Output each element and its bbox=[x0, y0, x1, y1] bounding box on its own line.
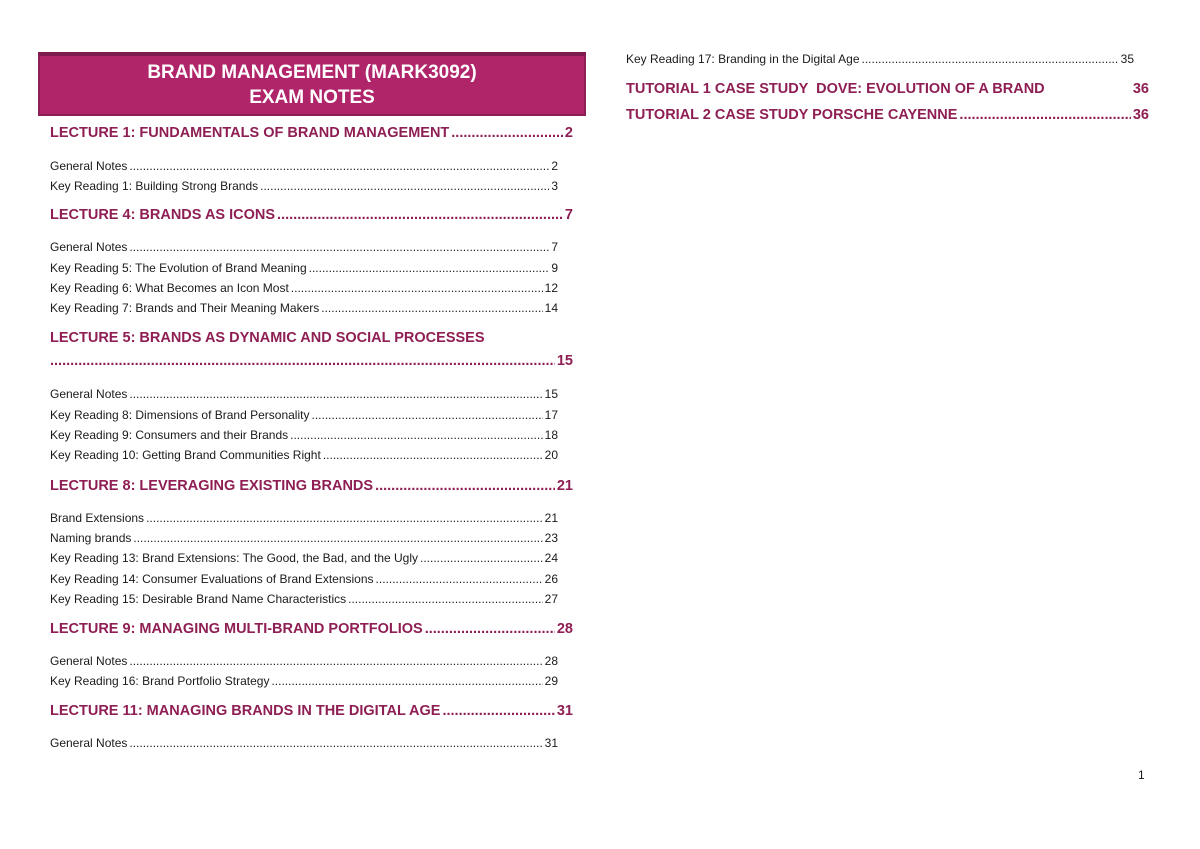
toc-entry[interactable]: Key Reading 17: Branding in the Digital Age ..... 35 bbox=[626, 52, 1134, 68]
toc-heading-lecture-1[interactable]: LECTURE 1: FUNDAMENTALS OF BRAND MANAGEMENT ..... 2 bbox=[50, 125, 573, 145]
toc-entry[interactable]: Key Reading 1: Building Strong Brands ..... 3 bbox=[50, 179, 558, 195]
toc-heading-lecture-8[interactable]: LECTURE 8: LEVERAGING EXISTING BRANDS ..... 21 bbox=[50, 478, 573, 498]
toc-entry[interactable]: Key Reading 7: Brands and Their Meaning Makers ..... 14 bbox=[50, 301, 558, 317]
page-number: 1 bbox=[1138, 768, 1145, 782]
toc-entry[interactable]: General Notes ..... 28 bbox=[50, 654, 558, 670]
toc-entry[interactable]: General Notes ..... 31 bbox=[50, 736, 558, 752]
toc-entry[interactable]: General Notes ..... 2 bbox=[50, 159, 558, 175]
toc-heading-lecture-4[interactable]: LECTURE 4: BRANDS AS ICONS ..... 7 bbox=[50, 207, 573, 227]
toc-entry[interactable]: Naming brands ..... 23 bbox=[50, 531, 558, 547]
toc-entry[interactable]: Key Reading 9: Consumers and their Brands ..... 18 bbox=[50, 428, 558, 444]
toc-entry[interactable]: General Notes ..... 15 bbox=[50, 387, 558, 403]
toc-entry[interactable]: General Notes ..... 7 bbox=[50, 240, 558, 256]
toc-entry[interactable]: Key Reading 14: Consumer Evaluations of Brand Extensions ..... 26 bbox=[50, 572, 558, 588]
toc-heading-page: 15 bbox=[556, 353, 573, 369]
toc-entry[interactable]: Key Reading 13: Brand Extensions: The Good, the Bad, and the Ugly ..... 24 bbox=[50, 551, 558, 567]
toc-heading-lecture-5[interactable] bbox=[50, 330, 573, 373]
toc-entry[interactable]: Brand Extensions ..... 21 bbox=[50, 511, 558, 527]
toc-entry[interactable]: Key Reading 5: The Evolution of Brand Meaning ..... 9 bbox=[50, 261, 558, 277]
toc-heading-lecture-11[interactable]: LECTURE 11: MANAGING BRANDS IN THE DIGITAL AGE ..... 31 bbox=[50, 703, 573, 723]
toc-heading-tutorial-2[interactable]: TUTORIAL 2 CASE STUDY PORSCHE CAYENNE ..... 36 bbox=[626, 107, 1149, 127]
document-title-line1: BRAND MANAGEMENT (MARK3092) bbox=[147, 62, 477, 83]
document-title-line2: EXAM NOTES bbox=[249, 87, 375, 108]
toc-entry[interactable]: Key Reading 15: Desirable Brand Name Characteristics ..... 27 bbox=[50, 592, 558, 608]
toc-entry[interactable]: Key Reading 10: Getting Brand Communities Right ..... 20 bbox=[50, 448, 558, 464]
toc-entry[interactable]: Key Reading 8: Dimensions of Brand Personality ..... 17 bbox=[50, 408, 558, 424]
toc-heading-tutorial-1[interactable]: TUTORIAL 1 CASE STUDY DOVE: EVOLUTION OF A BRAND 36 bbox=[626, 81, 1149, 97]
toc-heading-label: LECTURE 5: BRANDS AS DYNAMIC AND SOCIAL PROCESSES bbox=[50, 330, 485, 346]
document-title-banner bbox=[38, 52, 586, 116]
toc-entry[interactable]: Key Reading 6: What Becomes an Icon Most ..... 12 bbox=[50, 281, 558, 297]
toc-entry[interactable]: Key Reading 16: Brand Portfolio Strategy ..... 29 bbox=[50, 674, 558, 690]
toc-heading-lecture-9[interactable]: LECTURE 9: MANAGING MULTI-BRAND PORTFOLIOS ..... 28 bbox=[50, 621, 573, 641]
